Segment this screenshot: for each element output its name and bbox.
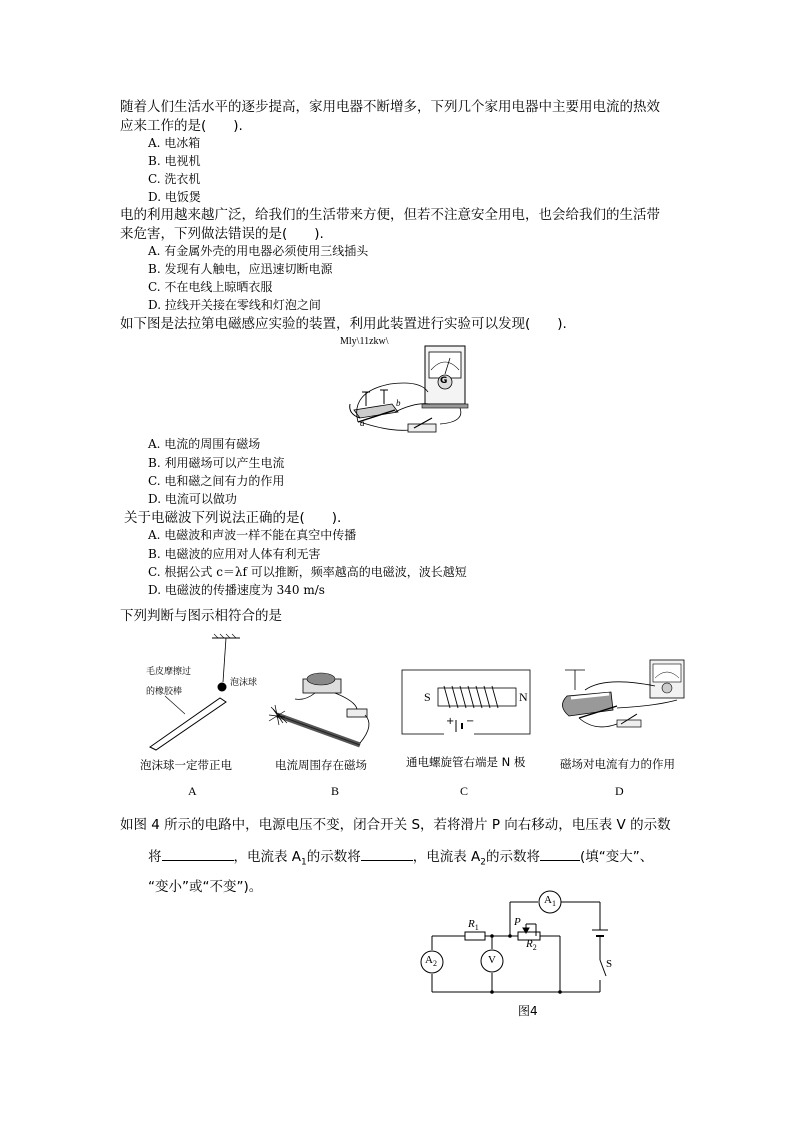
figure-c [400, 668, 535, 802]
question-1-stem [120, 98, 680, 136]
question-2-stem-line1: 电的利用越来越广泛，给我们的生活带来方便，但若不注意安全用电，也会给我们的生活带 [120, 207, 660, 223]
figure-c-pole-s: S [424, 690, 431, 704]
q4-option-c: C. 根据公式 c＝λf 可以推断，频率越高的电磁波，波长越短 [148, 565, 467, 579]
q6-text-c: 的示数将 [306, 849, 361, 865]
figure-a-rod-label-2: 的橡胶棒 [146, 687, 183, 697]
question-2-stem-line2: 来危害，下列做法错误的是( ). [120, 226, 324, 242]
q6-text-a: 将 [148, 849, 162, 865]
figure-d-caption: 磁场对电流有力的作用 [560, 757, 675, 771]
a1-text: A [544, 894, 552, 906]
figure-c-plus: + [446, 716, 455, 727]
q4-option-b: B. 电磁波的应用对人体有利无害 [148, 547, 321, 561]
question-5-stem: 下列判断与图示相符合的是 [120, 608, 282, 624]
q3-option-d: D. 电流可以做功 [148, 492, 237, 506]
q6-blank-ammeter-a2[interactable] [540, 846, 580, 861]
figure-c-caption: 通电螺旋管右端是 N 极 [406, 755, 526, 769]
r1-sub: 1 [474, 923, 479, 933]
q4-option-d: D. 电磁波的传播速度为 340 m/s [148, 583, 325, 597]
ammeter-a2-label [425, 954, 437, 968]
a2-text: A [425, 954, 433, 966]
figure-d [555, 656, 690, 802]
resistor-r2-label [526, 938, 537, 952]
circuit-caption: 图4 [518, 1004, 538, 1018]
question-3-stem: 如下图是法拉第电磁感应实验的装置，利用此装置进行实验可以发现( ). [120, 316, 567, 332]
question-4-stem: 关于电磁波下列说法正确的是( ). [124, 510, 342, 526]
q2-option-a: A. 有金属外壳的用电器必须使用三线插头 [148, 244, 369, 258]
figure-d-drawing [555, 656, 690, 736]
figure-b-letter: B [331, 784, 340, 798]
figure-a-ball-label: 泡沫球 [230, 678, 258, 688]
circuit-drawing [430, 888, 620, 998]
figure-b-caption: 电流周围存在磁场 [275, 758, 367, 772]
question-1-stem-line1: 随着人们生活水平的逐步提高，家用电器不断增多，下列几个家用电器中主要用电流的热效 [120, 99, 660, 115]
figure-a-caption: 泡沫球一定带正电 [140, 758, 232, 772]
question-6-line1: 如图 4 所示的电路中，电源电压不变，闭合开关 S，若将滑片 P 向右移动，电压表 V 的示数 [120, 817, 671, 833]
q6-text-d: ，电流表 A [412, 849, 481, 865]
galvanometer-label: G [440, 376, 448, 386]
figure-a-rod-label-1: 毛皮摩擦过 [146, 667, 192, 677]
q1-option-b: B. 电视机 [148, 154, 201, 168]
q6-text-b: ，电流表 A [233, 849, 302, 865]
figure-d-letter: D [615, 784, 624, 798]
resistor-r1-label [468, 918, 479, 932]
q2-option-d: D. 拉线开关接在零线和灯泡之间 [148, 298, 321, 312]
q6-text-b-sub: 1 [301, 857, 307, 868]
q3-option-c: C. 电和磁之间有力的作用 [148, 474, 285, 488]
q6-text-f: (填“变大”、 [580, 849, 654, 865]
q1-option-a: A. 电冰箱 [148, 136, 201, 150]
q4-option-a: A. 电磁波和声波一样不能在真空中传播 [148, 528, 357, 542]
q3-option-a: A. 电流的周围有磁场 [148, 437, 261, 451]
a1-sub: 1 [551, 899, 556, 909]
q6-blank-ammeter-a1[interactable] [361, 846, 413, 861]
rod-label-b: b [396, 398, 401, 408]
question-2-stem [120, 206, 680, 244]
ammeter-a1-label [544, 894, 556, 908]
figure-watermark-text: Mly\11zkw\ [340, 336, 389, 347]
faraday-apparatus-figure [340, 332, 475, 437]
figure-c-letter: C [460, 784, 469, 798]
q2-option-c: C. 不在电线上晾晒衣服 [148, 280, 273, 294]
q1-option-d: D. 电饭煲 [148, 190, 201, 204]
r1-text: R [468, 918, 475, 930]
q3-option-b: B. 利用磁场可以产生电流 [148, 456, 285, 470]
q6-text-e: 的示数将 [486, 849, 541, 865]
q1-option-c: C. 洗衣机 [148, 172, 201, 186]
q6-text-d-sub: 2 [480, 857, 487, 868]
circuit-figure-4 [425, 888, 620, 1020]
slider-p-label: P [514, 916, 521, 928]
question-1-stem-line2: 应来工作的是( ). [120, 118, 243, 134]
figure-c-minus: − [466, 716, 475, 727]
figure-b-drawing [265, 665, 400, 755]
r2-sub: 2 [532, 943, 537, 953]
figure-c-pole-n: N [519, 690, 528, 704]
q6-blank-voltmeter[interactable] [162, 846, 234, 861]
figure-c-drawing [400, 668, 535, 738]
rod-label-a: a [360, 418, 365, 428]
q2-option-b: B. 发现有人触电，应迅速切断电源 [148, 262, 333, 276]
question-6-line2 [148, 846, 653, 873]
switch-s-label: S [606, 958, 613, 970]
r2-text: R [526, 938, 533, 950]
voltmeter-label: V [488, 954, 496, 966]
figure-a [130, 632, 260, 802]
figure-a-letter: A [188, 784, 197, 798]
a2-sub: 2 [432, 959, 437, 969]
question-6-line3: “变小”或“不变”)。 [148, 879, 263, 895]
figure-b [265, 665, 400, 802]
